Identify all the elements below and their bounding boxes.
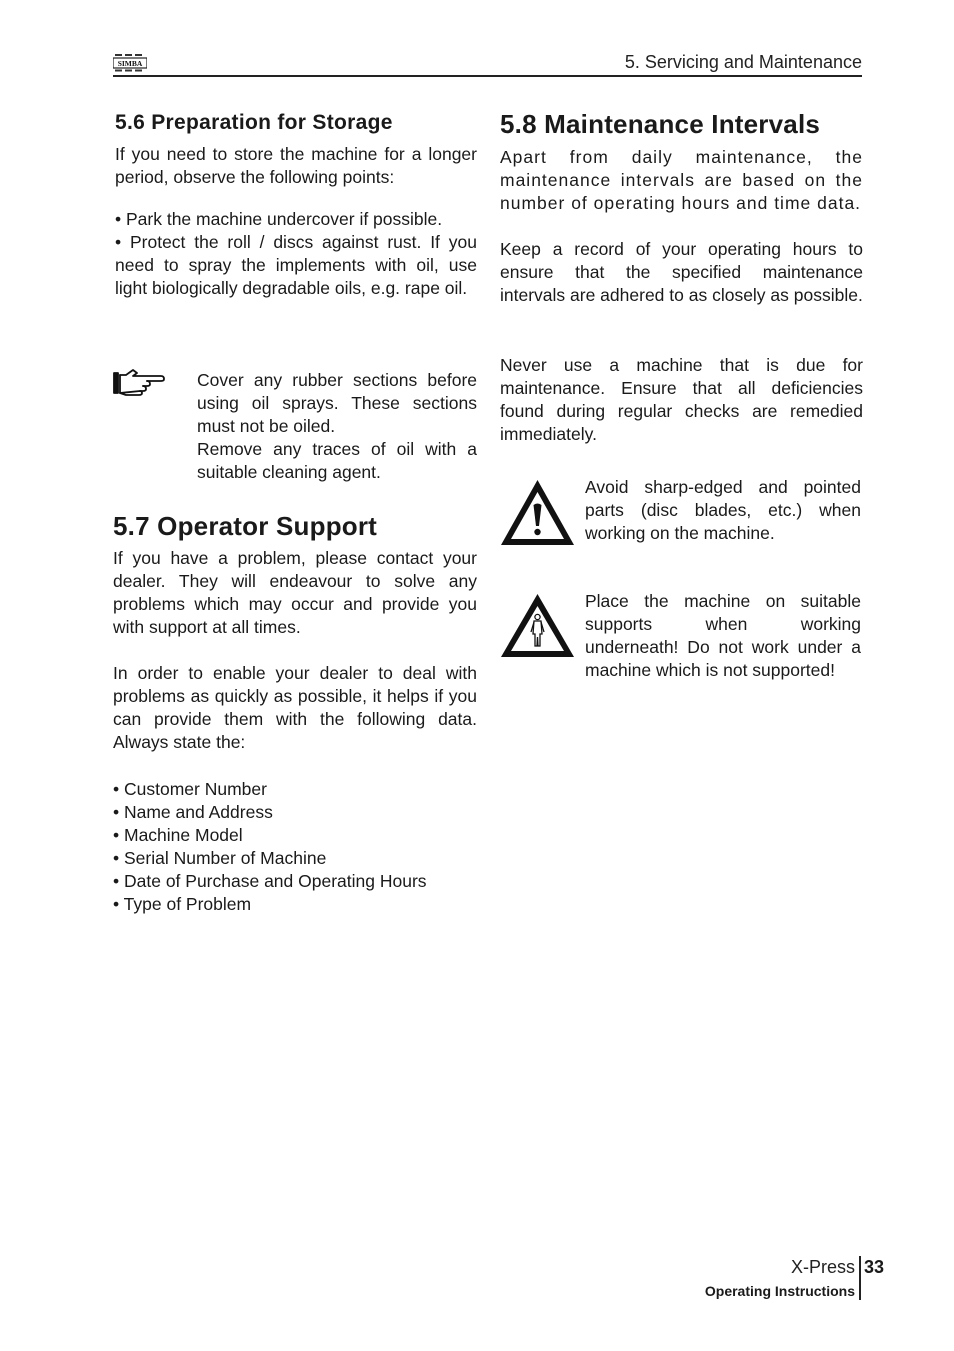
- list-item: • Customer Number: [113, 779, 267, 799]
- logo-text: SIMBA: [117, 59, 143, 68]
- list-item: • Date of Purchase and Operating Hours: [113, 871, 427, 891]
- footer-subtitle: Operating Instructions: [704, 1283, 855, 1299]
- list-item: • Name and Address: [113, 802, 273, 822]
- storage-bullet-2: • Protect the roll / discs against rust. If you need to spray the implements with oil, use light biologically degradable oils, e.g. rape oil.: [115, 232, 477, 298]
- pointing-hand-icon: [113, 367, 165, 397]
- intervals-para-2: Keep a record of your operating hours to ensure that the specified maintenance intervals are adhered to as closely as possible.: [500, 239, 863, 305]
- storage-heading: 5.6 Preparation for Storage: [115, 111, 393, 134]
- intervals-para-1: Apart from daily maintenance, the maintenance intervals are based on the number of operating hours and time data.: [500, 147, 863, 213]
- intervals-heading: 5.8 Maintenance Intervals: [500, 109, 821, 139]
- storage-note-line-2: Remove any traces of oil with a suitable cleaning agent.: [197, 439, 477, 482]
- list-item: • Type of Problem: [113, 894, 252, 914]
- storage-intro: If you need to store the machine for a longer period, observe the following points:: [115, 144, 477, 187]
- simba-logo: [113, 54, 147, 72]
- intervals-para-3: Never use a machine that is due for maintenance. Ensure that all deficiencies found during regular checks are remedied immediately.: [500, 355, 863, 444]
- storage-note-line-1: Cover any rubber sections before using oil sprays. These sections must not be oiled.: [197, 370, 477, 436]
- exclamation-warning-icon: [499, 478, 576, 547]
- storage-bullet-1: • Park the machine undercover if possible.: [115, 209, 443, 229]
- list-item: • Serial Number of Machine: [113, 848, 327, 868]
- list-item: • Machine Model: [113, 825, 243, 845]
- header-section-title: 5. Servicing and Maintenance: [624, 52, 862, 72]
- intervals-warning-1: Avoid sharp-edged and pointed parts (disc blades, etc.) when working on the machine.: [585, 477, 861, 543]
- intervals-warning-2: Place the machine on suitable supports when working underneath! Do not work under a machine which is not supported!: [585, 591, 861, 680]
- person-warning-icon: [499, 592, 576, 659]
- header-rule: [113, 75, 862, 77]
- footer-product-name: X-Press: [790, 1257, 855, 1277]
- support-para-1: If you have a problem, please contact your dealer. They will endeavour to solve any problems which may occur and provide you with support at all times.: [113, 548, 477, 637]
- footer-divider: [859, 1256, 861, 1300]
- support-heading: 5.7 Operator Support: [113, 511, 378, 541]
- support-para-2: In order to enable your dealer to deal with problems as quickly as possible, it helps if you can provide them with the following data. Always state the:: [113, 663, 477, 752]
- page-number: 33: [864, 1257, 885, 1277]
- support-data-list: [113, 778, 477, 916]
